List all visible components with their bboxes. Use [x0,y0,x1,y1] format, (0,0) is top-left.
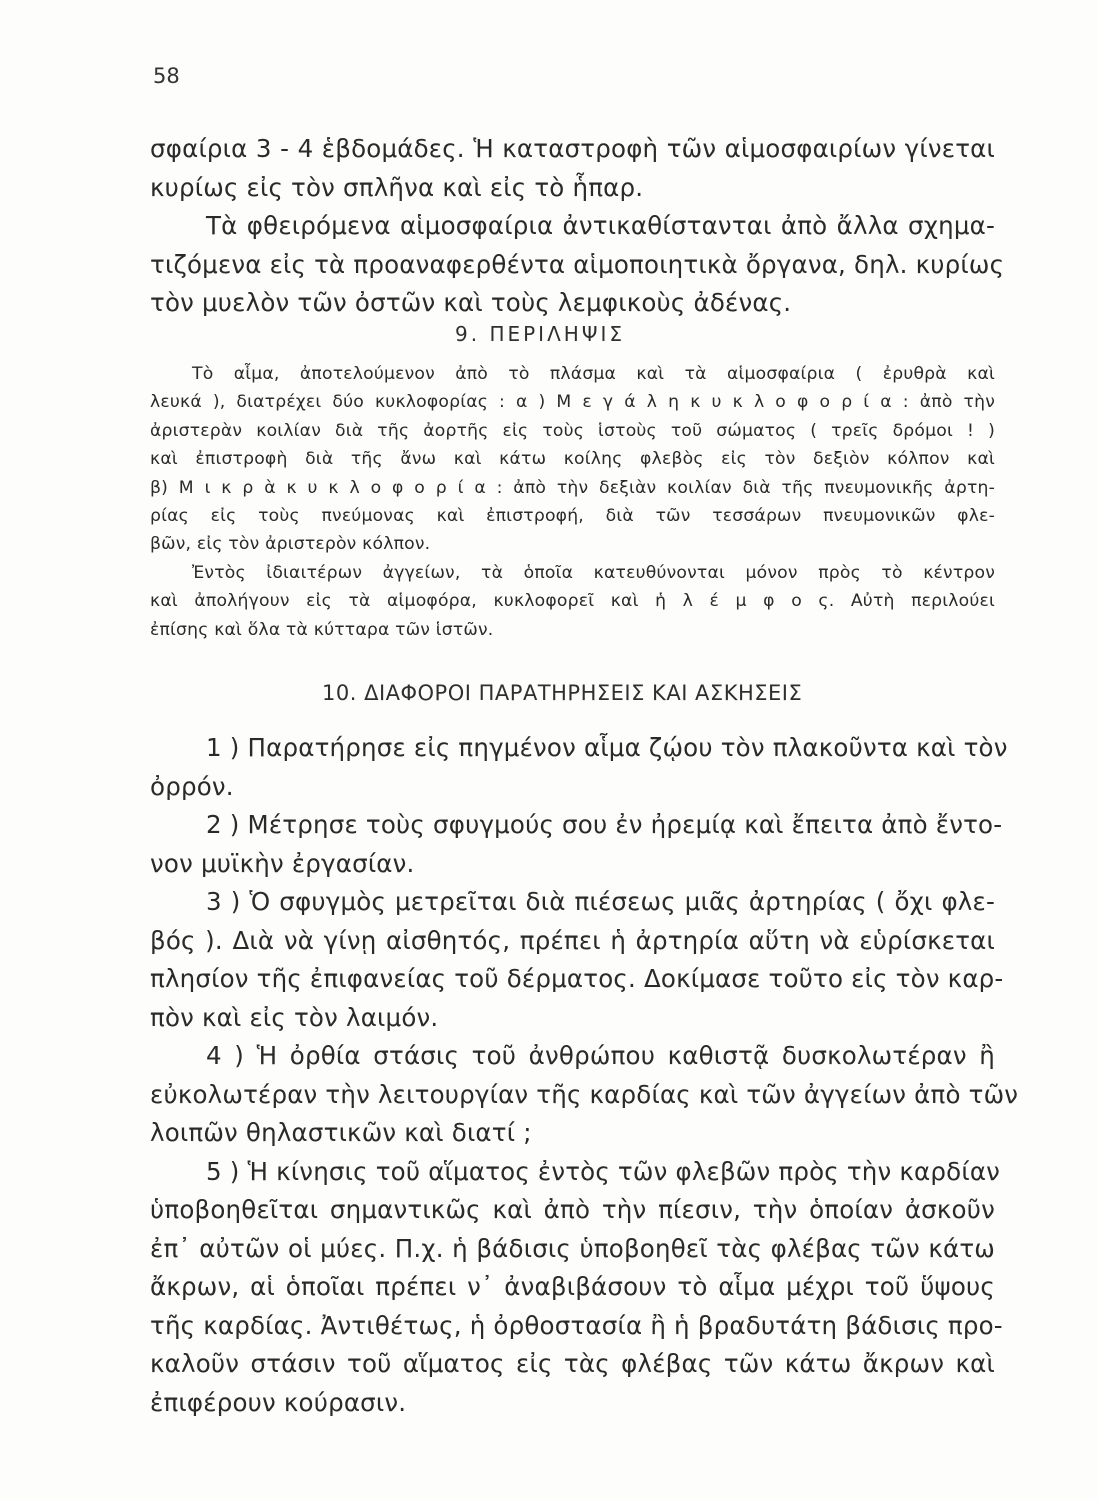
text-line: β) Μ ι κ ρ ὰ κ υ κ λ ο φ ο ρ ί α : ἀπὸ τὴν δεξιὰν κοιλίαν διὰ τῆς πνευμονικῆς ἀρτη- [150,477,995,498]
text-line: καὶ ἐπιστροφὴ διὰ τῆς ἄνω καὶ κάτω κοίλης φλεβὸς εἰς τὸν δεξιὸν κόλπον καὶ [150,449,995,470]
text-line: ἀριστερὰν κοιλίαν διὰ τῆς ἀορτῆς εἰς τοὺς ἱστοὺς τοῦ σώματος ( τρεῖς δρόμοι ! ) [150,420,995,441]
exercise-line: 1 ) Παρατήρησε εἰς πηγμένον αἷμα ζῴου τὸν πλακοῦντα καὶ τὸν [206,733,1008,762]
exercise-line: ὑποβοηθεῖται σημαντικῶς καὶ ἀπὸ τὴν πίεσιν, τὴν ὁποίαν ἀσκοῦν [150,1195,995,1224]
text-line: τιζόμενα εἰς τὰ προαναφερθέντα αἱμοποιητικὰ ὄργανα, δηλ. κυρίως [150,249,1005,279]
text-line: σφαίρια 3 - 4 ἑβδομάδες. Ἡ καταστροφὴ τῶν αἱμοσφαιρίων γίνεται [150,134,995,163]
exercise-line: 4 ) Ἡ ὀρθία στάσις τοῦ ἀνθρώπου καθιστᾷ δυσκολωτέραν ἢ [206,1041,995,1070]
text-line: τὸν μυελὸν τῶν ὀστῶν καὶ τοὺς λεμφικοὺς ἀδένας. [150,288,792,317]
exercises-list [150,729,1019,1422]
text-line: λευκά ), διατρέχει δύο κυκλοφορίας : α ) Μ ε γ ά λ η κ υ κ λ ο φ ο ρ ί α : ἀπὸ τὴν [150,392,995,413]
exercise-line: ἄκρων, αἱ ὁποῖαι πρέπει ν᾽ ἀναβιβάσουν τὸ αἷμα μέχρι τοῦ ὕψους [150,1272,995,1301]
text-line: Τὸ αἷμα, ἀποτελούμενον ἀπὸ τὸ πλάσμα καὶ τὰ αἱμοσφαίρια ( ἐρυθρὰ καὶ [192,364,995,384]
text-line: βῶν, εἰς τὸν ἀριστερὸν κόλπον. [150,534,431,555]
text-line: καὶ ἀπολήγουν εἰς τὰ αἱμοφόρα, κυκλοφορεῖ καὶ ἡ λ έ μ φ ο ς. Αὐτὴ περιλούει [150,591,995,612]
text-line: Ἐντὸς ἰδιαιτέρων ἀγγείων, τὰ ὁποῖα κατευθύνονται μόνον πρὸς τὸ κέντρον [192,562,995,583]
exercise-line: εὐκολωτέραν τὴν λειτουργίαν τῆς καρδίας καὶ τῶν ἀγγείων ἀπὸ τῶν [150,1079,1019,1109]
exercise-line: βός ). Διὰ νὰ γίνῃ αἰσθητός, πρέπει ἡ ἀρτηρία αὕτη νὰ εὑρίσκεται [150,925,995,955]
page-number: 58 [153,64,180,88]
section-10-heading: 10. ΔΙΑΦΟΡΟΙ ΠΑΡΑΤΗΡΗΣΕΙΣ ΚΑΙ ΑΣΚΗΣΕΙΣ [322,681,803,705]
exercise-line: τῆς καρδίας. Ἀντιθέτως, ἡ ὀρθοστασία ἢ ἡ βραδυτάτη βάδισις προ- [150,1310,1003,1340]
exercise-line: 5 ) Ἡ κίνησις τοῦ αἵματος ἐντὸς τῶν φλεβῶν πρὸς τὴν καρδίαν [206,1156,1001,1186]
exercise-line: 3 ) Ὁ σφυγμὸς μετρεῖται διὰ πιέσεως μιᾶς ἀρτηρίας ( ὄχι φλε- [206,887,995,916]
text-line: κυρίως εἰς τὸν σπλῆνα καὶ εἰς τὸ ἧπαρ. [150,172,644,202]
exercise-line: λοιπῶν θηλαστικῶν καὶ διατί ; [150,1118,532,1147]
section-9-heading: 9. ΠΕΡΙΛΗΨΙΣ [455,322,626,346]
exercise-line: 2 ) Μέτρησε τοὺς σφυγμούς σου ἐν ἠρεμίᾳ καὶ ἔπειτα ἀπὸ ἔντο- [206,810,1003,839]
exercise-line: ἐπ᾽ αὐτῶν οἱ μύες. Π.χ. ἡ βάδισις ὑποβοηθεῖ τὰς φλέβας τῶν κάτω [150,1233,995,1263]
text-line: ἐπίσης καὶ ὅλα τὰ κύτταρα τῶν ἱστῶν. [150,619,494,640]
exercise-line: ἐπιφέρουν κούρασιν. [150,1387,407,1417]
exercise-line: πλησίον τῆς ἐπιφανείας τοῦ δέρματος. Δοκίμασε τοῦτο εἰς τὸν καρ- [150,964,1004,993]
summary-paragraph [150,360,995,644]
exercise-line: ὀρρόν. [150,771,234,801]
exercise-line: νον μυϊκὴν ἐργασίαν. [150,848,415,878]
exercise-line: καλοῦν στάσιν τοῦ αἵματος εἰς τὰς φλέβας τῶν κάτω ἄκρων καὶ [150,1349,995,1378]
exercise-line: πὸν καὶ εἰς τὸν λαιμόν. [150,1002,439,1032]
text-line: ρίας εἰς τοὺς πνεύμονας καὶ ἐπιστροφή, διὰ τῶν τεσσάρων πνευμονικῶν φλε- [150,506,995,527]
intro-paragraph [150,130,1005,323]
text-line: Τὰ φθειρόμενα αἱμοσφαίρια ἀντικαθίστανται ἀπὸ ἄλλα σχημα- [206,211,995,240]
